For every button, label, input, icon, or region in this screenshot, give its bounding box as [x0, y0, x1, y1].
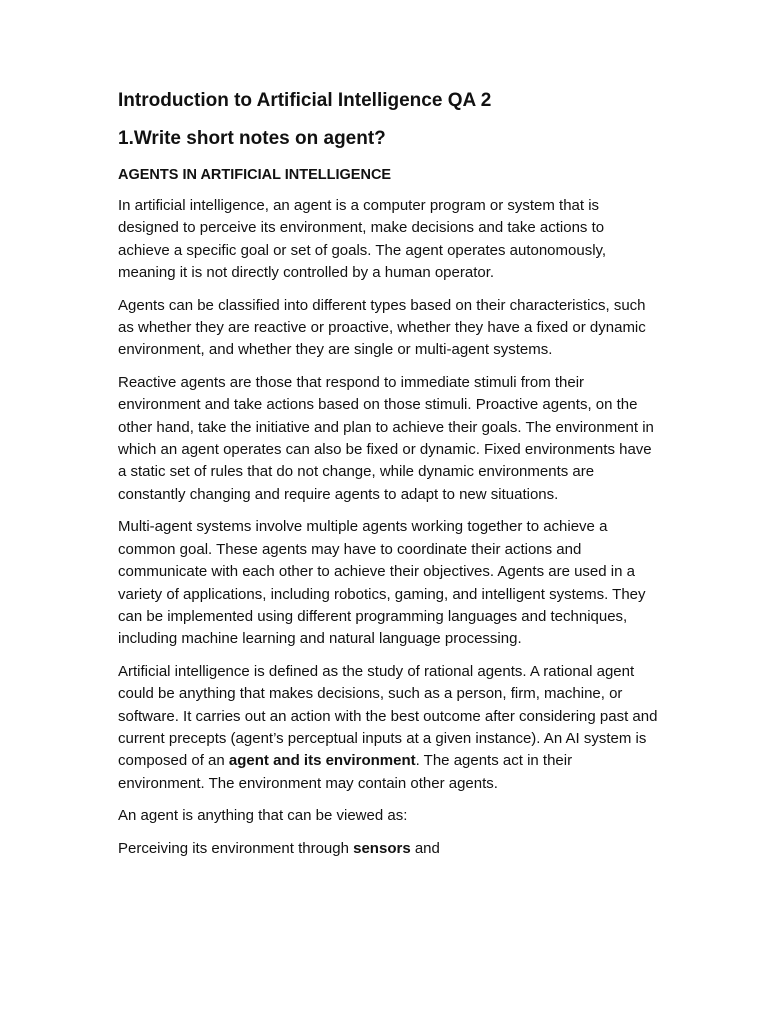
document-title: Introduction to Artificial Intelligence QA 2 — [118, 90, 492, 111]
paragraph-agent-viewed-as: An agent is anything that can be viewed as: — [118, 807, 408, 825]
paragraph-sensors-tail: and — [410, 839, 440, 857]
bold-agent-and-environment: agent and its environment — [228, 752, 416, 770]
paragraph-agent-definition: In artificial intelligence, an agent is a computer program or system that is designed to perceive its environment, make decisions and take actions to achieve a specific goal or set of goals. The agent operates autonomously, meaning it is not directly controlled by a human operator. — [118, 197, 607, 282]
paragraph-rational-agents — [118, 661, 658, 795]
bold-sensors: sensors — [353, 839, 411, 857]
paragraph-rational-agents-tail: . The agents act in their environment. The environment may contain other agents. — [118, 752, 573, 792]
paragraph-multi-agent: Multi-agent systems involve multiple agents working together to achieve a common goal. These agents may have to coordinate their actions and communicate with each other to achieve their objectives. Agents are used in a variety of applications, including robotics, gaming, and intelligent systems. They can be implemented using different programming languages and techniques, including machine learning and natural language processing. — [118, 518, 646, 648]
paragraph-reactive-proactive: Reactive agents are those that respond to immediate stimuli from their environment and take actions based on those stimuli. Proactive agents, on the other hand, take the initiative and plan to achieve their goals. The environment in which an agent operates can also be fixed or dynamic. Fixed environments have a static set of rules that do not change, while dynamic environments are constantly changing and require agents to adapt to new situations. — [118, 373, 654, 503]
paragraph-sensors — [118, 838, 658, 860]
section-heading: AGENTS IN ARTIFICIAL INTELLIGENCE — [118, 167, 392, 183]
paragraph-sensors-text: Perceiving its environment through — [118, 839, 354, 857]
document-page — [118, 88, 658, 860]
paragraph-agent-types: Agents can be classified into different types based on their characteristics, such as whether they are reactive or proactive, whether they have a fixed or dynamic environment, and whether they are single or multi-agent systems. — [118, 296, 646, 359]
paragraph-rational-agents-text: Artificial intelligence is defined as the study of rational agents. A rational agent could be anything that makes decisions, such as a person, firm, machine, or software. It carries out an action with the best outcome after considering past and current precepts (agent’s perceptual inputs at a given instance). An AI system is composed of an — [118, 662, 658, 770]
question-heading: 1.Write short notes on agent? — [118, 128, 386, 149]
